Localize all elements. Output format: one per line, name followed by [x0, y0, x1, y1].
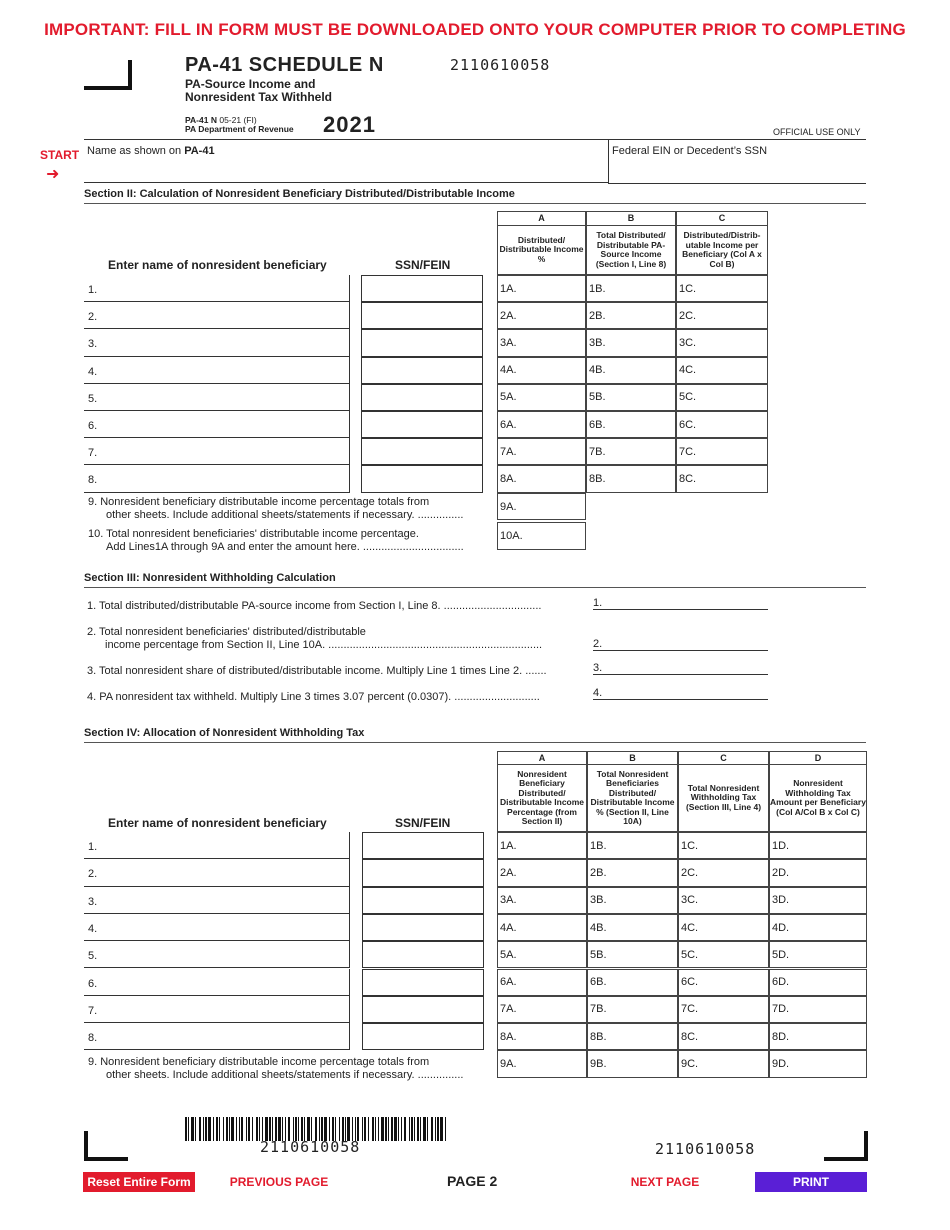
barcode-bar [231, 1117, 234, 1141]
s2-beneficiary-name-field[interactable] [84, 411, 350, 438]
download-warning-banner: IMPORTANT: FILL IN FORM MUST BE DOWNLOADED ONTO YOUR COMPUTER PRIOR TO COMPLETING [44, 20, 906, 39]
s3-line-4-field[interactable]: 4. [593, 687, 768, 700]
s4-ssn-column-header: SSN/FEIN [395, 816, 451, 830]
s4-col-header-a: Nonresident Beneficiary Distributed/ Distributable Income Percentage (from Section II) [497, 764, 587, 832]
s2-beneficiary-name-field[interactable] [84, 384, 350, 411]
s4-ssn-fein-field[interactable] [362, 1023, 484, 1050]
s4-cell-a[interactable]: 2A. [497, 859, 587, 886]
s2-cell-c[interactable]: 8C. [676, 465, 768, 492]
s4-cell-d[interactable]: 8D. [769, 1023, 867, 1050]
s4-col-letter-c: C [678, 751, 769, 765]
page-number: PAGE 2 [447, 1173, 498, 1189]
s4-beneficiary-name-field[interactable] [84, 859, 350, 886]
barcode-bar [191, 1117, 194, 1141]
s2-cell-c[interactable]: 6C. [676, 411, 768, 438]
s4-col-letter-b: B [587, 751, 678, 765]
s2-col-letter-a: A [497, 211, 586, 226]
print-button[interactable]: PRINT [755, 1172, 867, 1192]
ein-field[interactable] [608, 139, 866, 184]
s3-line-1-text: 1. Total distributed/distributable PA-source income from Section I, Line 8. ................................ [87, 600, 542, 612]
previous-page-button[interactable]: PREVIOUS PAGE [229, 1175, 329, 1189]
s2-ssn-fein-field[interactable] [361, 438, 483, 465]
registration-mark-bottom-right [824, 1131, 868, 1161]
s4-cell-b[interactable]: 9B. [587, 1050, 678, 1077]
s2-row-number: 5. [88, 392, 98, 405]
s4-beneficiary-name-field[interactable] [84, 941, 350, 968]
start-label: START [40, 148, 80, 162]
barcode-bar [398, 1117, 399, 1141]
s4-cell-b[interactable]: 3B. [587, 887, 678, 914]
s4-beneficiary-name-field[interactable] [84, 832, 350, 859]
s2-ssn-fein-field[interactable] [361, 329, 483, 356]
s2-cell-b[interactable]: 7B. [586, 438, 676, 465]
s4-ssn-fein-field[interactable] [362, 941, 484, 968]
s4-beneficiary-name-field[interactable] [84, 1023, 350, 1050]
s2-row-number: 2. [88, 311, 98, 324]
department-name: PA Department of Revenue [185, 124, 294, 134]
s4-cell-b[interactable]: 6B. [587, 969, 678, 996]
s3-line-3-text: 3. Total nonresident share of distributed/distributable income. Multiply Line 1 times Line 2. ....... [87, 665, 547, 677]
name-field[interactable] [84, 139, 608, 183]
barcode-bar [411, 1117, 413, 1141]
barcode-bar [185, 1117, 187, 1141]
start-arrow-icon: ➜ [46, 166, 60, 183]
form-code-bottom: 2110610058 [655, 1140, 756, 1158]
s2-cell-c[interactable]: 7C. [676, 438, 768, 465]
registration-mark-bottom-left [84, 1131, 128, 1161]
s4-cell-d[interactable]: 2D. [769, 859, 867, 886]
s4-cell-b[interactable]: 5B. [587, 941, 678, 968]
s3-line-2-text: 2. Total nonresident beneficiaries' distributed/distributable income percentage from Section II, Line 10A. ...................................................................... [87, 626, 543, 651]
barcode-bar [188, 1117, 189, 1141]
s2-ssn-fein-field[interactable] [361, 357, 483, 384]
barcode-bar [414, 1117, 415, 1141]
barcode-bar [239, 1117, 240, 1141]
s2-beneficiary-name-field[interactable] [84, 438, 350, 465]
barcode-bar [378, 1117, 379, 1141]
s4-cell-d[interactable]: 6D. [769, 969, 867, 996]
barcode-bar [195, 1117, 196, 1141]
form-version-id: PA-41 N [185, 115, 217, 125]
s2-cell-b[interactable]: 4B. [586, 357, 676, 384]
s2-cell-b[interactable]: 8B. [586, 465, 676, 492]
s4-row-number: 6. [88, 977, 98, 990]
barcode-bar [404, 1117, 406, 1141]
s2-line-9-text: 9. Nonresident beneficiary distributable income percentage totals from other sheets. Include additional sheets/statements if necessary. ............... [88, 496, 464, 521]
s2-ssn-fein-field[interactable] [361, 411, 483, 438]
s4-cell-a[interactable]: 3A. [497, 887, 587, 914]
barcode-bar [236, 1117, 237, 1141]
s4-cell-d[interactable]: 3D. [769, 887, 867, 914]
s2-beneficiary-name-field[interactable] [84, 302, 350, 329]
form-code: 2110610058 [450, 56, 551, 74]
section-2-heading: Section II: Calculation of Nonresident Beneficiary Distributed/Distributable Income [84, 188, 866, 204]
s2-cell-a[interactable]: 6A. [497, 411, 586, 438]
s4-beneficiary-name-field[interactable] [84, 887, 350, 914]
s4-cell-d[interactable]: 1D. [769, 832, 867, 859]
s2-cell-b[interactable]: 5B. [586, 384, 676, 411]
s2-cell-b[interactable]: 2B. [586, 302, 676, 329]
s4-cell-a[interactable]: 8A. [497, 1023, 587, 1050]
s2-col-letter-c: C [676, 211, 768, 226]
s4-cell-c[interactable]: 1C. [678, 832, 769, 859]
barcode-bar [199, 1117, 201, 1141]
s2-row-number: 4. [88, 365, 98, 378]
s4-cell-b[interactable]: 4B. [587, 914, 678, 941]
s4-cell-b[interactable]: 1B. [587, 832, 678, 859]
s4-cell-d[interactable]: 9D. [769, 1050, 867, 1077]
s4-ssn-fein-field[interactable] [362, 832, 484, 859]
s2-row-number: 7. [88, 447, 98, 460]
s4-col-letter-a: A [497, 751, 587, 765]
s2-cell-b[interactable]: 1B. [586, 275, 676, 302]
s4-col-header-d: Nonresident Withholding Tax Amount per Beneficiary (Col A/Col B x Col C) [769, 764, 867, 832]
form-version-date: 05-21 (FI) [219, 115, 257, 125]
s4-col-header-c: Total Nonresident Withholding Tax (Section III, Line 4) [678, 764, 769, 832]
barcode-bar [435, 1117, 436, 1141]
barcode-bar [213, 1117, 214, 1141]
s4-cell-b[interactable]: 2B. [587, 859, 678, 886]
s2-ssn-fein-field[interactable] [361, 384, 483, 411]
s2-cell-a[interactable]: 5A. [497, 384, 586, 411]
s4-cell-c[interactable]: 6C. [678, 969, 769, 996]
barcode-bar [388, 1117, 389, 1141]
barcode-bar [417, 1117, 419, 1141]
name-field-label: Name as shown on PA-41 [87, 145, 215, 157]
s2-row-number: 1. [88, 284, 98, 296]
s2-cell-c[interactable]: 3C. [676, 329, 768, 356]
s4-col-header-b: Total Nonresident Beneficiaries Distributed/ Distributable Income % (Section II, Line 10A) [587, 764, 678, 832]
registration-mark-top-left [84, 60, 132, 90]
s2-col-header-c: Distributed/Distrib-utable Income per Beneficiary (Col A x Col B) [676, 225, 768, 275]
section-4-heading: Section IV: Allocation of Nonresident Withholding Tax [84, 727, 866, 743]
s2-col-header-a: Distributed/ Distributable Income % [497, 225, 586, 275]
s4-ssn-fein-field[interactable] [362, 887, 484, 914]
s4-cell-c[interactable]: 5C. [678, 941, 769, 968]
barcode-bar [208, 1117, 211, 1141]
s3-line-4-text: 4. PA nonresident tax withheld. Multiply Line 3 times 3.07 percent (0.0307). ............................ [87, 691, 540, 703]
barcode-bar [248, 1117, 250, 1141]
barcode-bar [226, 1117, 228, 1141]
s4-cell-c[interactable]: 8C. [678, 1023, 769, 1050]
s4-cell-c[interactable]: 9C. [678, 1050, 769, 1077]
s2-cell-a[interactable]: 8A. [497, 465, 586, 492]
barcode-bar [420, 1117, 421, 1141]
barcode-bar [391, 1117, 393, 1141]
barcode-bar [203, 1117, 204, 1141]
s4-cell-d[interactable]: 4D. [769, 914, 867, 941]
s2-line-9a-field[interactable]: 9A. [497, 493, 586, 520]
s2-beneficiary-name-field[interactable] [84, 275, 350, 302]
s2-ssn-fein-field[interactable] [361, 465, 483, 492]
s2-cell-c[interactable]: 5C. [676, 384, 768, 411]
s2-ssn-fein-field[interactable] [361, 302, 483, 329]
s4-row-number: 7. [88, 1004, 98, 1017]
s4-row-number: 4. [88, 922, 98, 935]
s2-cell-c[interactable]: 4C. [676, 357, 768, 384]
s2-beneficiary-name-field[interactable] [84, 357, 350, 384]
barcode-bar [246, 1117, 247, 1141]
s4-row-number: 8. [88, 1032, 98, 1045]
ein-field-label: Federal EIN or Decedent’s SSN [612, 145, 768, 157]
barcode-bar [381, 1117, 384, 1141]
s2-col-letter-b: B [586, 211, 676, 226]
s4-beneficiary-name-field[interactable] [84, 969, 350, 996]
s4-cell-c[interactable]: 4C. [678, 914, 769, 941]
barcode-bar [440, 1117, 443, 1141]
s4-ssn-fein-field[interactable] [362, 859, 484, 886]
barcode-bar [256, 1117, 258, 1141]
section-3-heading: Section III: Nonresident Withholding Calculation [84, 572, 866, 588]
barcode-bar [205, 1117, 207, 1141]
barcode-bar [372, 1117, 374, 1141]
s2-line-10a-field[interactable]: 10A. [497, 522, 586, 550]
barcode-bar [423, 1117, 426, 1141]
barcode-bar [216, 1117, 218, 1141]
s4-cell-a[interactable]: 6A. [497, 969, 587, 996]
barcode-bar [394, 1117, 397, 1141]
s2-ssn-column-header: SSN/FEIN [395, 258, 451, 272]
s4-cell-c[interactable]: 2C. [678, 859, 769, 886]
s2-cell-c[interactable]: 1C. [676, 275, 768, 302]
barcode-bar [427, 1117, 428, 1141]
form-title: PA-41 SCHEDULE N [185, 54, 384, 76]
barcode-bar [401, 1117, 402, 1141]
s3-line-1-field[interactable]: 1. [593, 597, 768, 610]
s4-row-number: 2. [88, 868, 98, 881]
form-version-info [185, 116, 294, 134]
s2-line-10-text: 10. Total nonresident beneficiaries' distributable income percentage. Add Lines1A through 9A and enter the amount here. ................................. [88, 528, 464, 553]
s4-ssn-fein-field[interactable] [362, 996, 484, 1023]
s4-cell-a[interactable]: 4A. [497, 914, 587, 941]
subtitle-line-1: PA-Source Income and [185, 77, 316, 91]
s2-row-number: 8. [88, 474, 98, 487]
s3-line-2-field[interactable]: 2. [593, 638, 768, 651]
barcode-number: 2110610058 [260, 1138, 361, 1156]
s2-cell-c[interactable]: 2C. [676, 302, 768, 329]
s2-cell-b[interactable]: 6B. [586, 411, 676, 438]
s4-cell-a[interactable]: 7A. [497, 996, 587, 1023]
s2-cell-a[interactable]: 7A. [497, 438, 586, 465]
s4-cell-c[interactable]: 7C. [678, 996, 769, 1023]
tax-year: 2021 [323, 112, 376, 137]
barcode-bar [364, 1117, 366, 1141]
barcode-bar [431, 1117, 433, 1141]
s4-ssn-fein-field[interactable] [362, 914, 484, 941]
s4-ssn-fein-field[interactable] [362, 969, 484, 996]
barcode-bar [385, 1117, 387, 1141]
s4-name-column-header: Enter name of nonresident beneficiary [108, 816, 327, 830]
s2-col-header-b: Total Distributed/ Distributable PA-Source Income (Section I, Line 8) [586, 225, 676, 275]
s4-cell-d[interactable]: 7D. [769, 996, 867, 1023]
s2-name-column-header: Enter name of nonresident beneficiary [108, 258, 327, 272]
s4-cell-a[interactable]: 1A. [497, 832, 587, 859]
barcode-bar [219, 1117, 220, 1141]
s2-ssn-fein-field[interactable] [361, 275, 483, 302]
barcode-bar [223, 1117, 224, 1141]
s4-beneficiary-name-field[interactable] [84, 996, 350, 1023]
subtitle-line-2: Nonresident Tax Withheld [185, 90, 333, 104]
reset-form-button[interactable]: Reset Entire Form [83, 1172, 195, 1192]
s2-beneficiary-name-field[interactable] [84, 329, 350, 356]
s4-cell-a[interactable]: 5A. [497, 941, 587, 968]
s2-row-number: 6. [88, 420, 98, 432]
barcode-bar [368, 1117, 369, 1141]
s4-cell-a[interactable]: 9A. [497, 1050, 587, 1077]
barcode-bar [445, 1117, 446, 1141]
next-page-button[interactable]: NEXT PAGE [630, 1175, 700, 1189]
s2-beneficiary-name-field[interactable] [84, 465, 350, 492]
barcode-bar [252, 1117, 253, 1141]
barcode-bar [437, 1117, 439, 1141]
s4-cell-b[interactable]: 7B. [587, 996, 678, 1023]
s2-cell-a[interactable]: 4A. [497, 357, 586, 384]
s2-cell-a[interactable]: 2A. [497, 302, 586, 329]
s2-cell-a[interactable]: 1A. [497, 275, 586, 302]
barcode-bar [362, 1117, 363, 1141]
s4-cell-d[interactable]: 5D. [769, 941, 867, 968]
official-use-label: OFFICIAL USE ONLY [773, 127, 861, 137]
s4-col-letter-d: D [769, 751, 867, 765]
s4-row-number: 5. [88, 950, 98, 963]
barcode-bar [229, 1117, 230, 1141]
s4-beneficiary-name-field[interactable] [84, 914, 350, 941]
s4-row-number: 3. [88, 895, 98, 908]
s4-row-number: 1. [88, 841, 98, 853]
s4-cell-b[interactable]: 8B. [587, 1023, 678, 1050]
barcode-bar [375, 1117, 376, 1141]
barcode-bar [241, 1117, 243, 1141]
s4-line-9-text: 9. Nonresident beneficiary distributable income percentage totals from other sheets. Include additional sheets/statements if necessary. ............... [88, 1056, 464, 1081]
form-subtitle [185, 78, 332, 104]
s3-line-3-field[interactable]: 3. [593, 662, 768, 675]
s4-cell-c[interactable]: 3C. [678, 887, 769, 914]
s2-row-number: 3. [88, 338, 98, 351]
barcode-bar [409, 1117, 410, 1141]
s2-cell-b[interactable]: 3B. [586, 329, 676, 356]
s2-cell-a[interactable]: 3A. [497, 329, 586, 356]
